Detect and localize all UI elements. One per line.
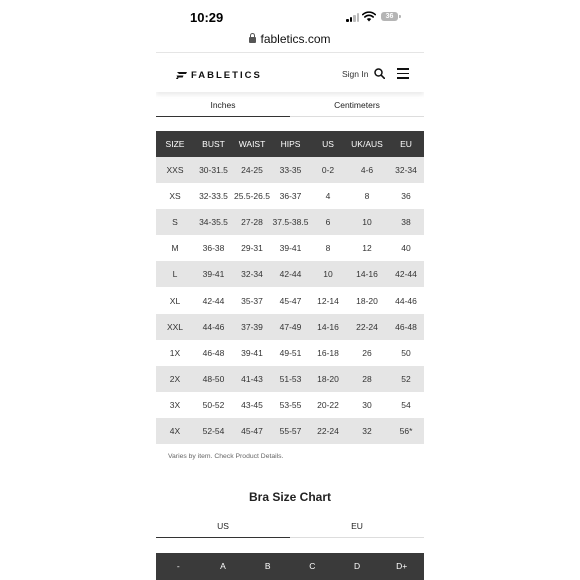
table-cell: 4X	[156, 418, 194, 444]
table-cell: 55-57	[271, 418, 310, 444]
bra-table-header	[156, 553, 424, 580]
table-cell: 4-6	[346, 157, 388, 183]
table-cell: 26	[362, 347, 372, 358]
table-cell: 37.5-38.5	[271, 209, 310, 235]
table-row	[156, 366, 424, 392]
divider	[156, 52, 424, 53]
table-cell: 40	[401, 243, 411, 254]
status-time: 10:29	[190, 10, 224, 25]
fabletics-logo[interactable]	[176, 69, 262, 81]
table-cell: 48-50	[194, 366, 233, 392]
table-cell: XS	[169, 191, 181, 202]
url-text: fabletics.com	[260, 32, 331, 46]
table-cell: 18-20	[356, 295, 378, 306]
status-bar	[156, 0, 424, 34]
wifi-icon	[362, 11, 376, 22]
bra-column-header: B	[264, 561, 271, 571]
table-cell: 32	[346, 418, 388, 444]
table-cell: 50-52	[202, 399, 225, 410]
bra-column-header: -	[176, 561, 180, 571]
column-header: US	[310, 131, 346, 157]
table-cell: 12	[362, 243, 372, 254]
table-cell: 14-16	[346, 261, 388, 287]
column-header: HIPS	[271, 131, 310, 157]
table-header-row	[156, 131, 424, 157]
table-cell: 49-51	[279, 347, 302, 358]
table-cell: 0-2	[310, 157, 346, 183]
table-cell: 8	[364, 191, 370, 202]
table-cell: 50	[401, 347, 411, 358]
bra-region-tabs	[156, 516, 424, 538]
table-cell: 54	[401, 399, 411, 410]
table-row	[156, 235, 424, 261]
table-cell: 35-37	[241, 295, 263, 306]
table-cell: 38	[388, 209, 424, 235]
table-cell: 42-44	[388, 261, 424, 287]
table-cell: S	[156, 209, 194, 235]
table-cell: 12-14	[317, 295, 339, 306]
column-header: WAIST	[233, 131, 271, 157]
sign-in-link[interactable]: Sign In	[342, 69, 369, 79]
table-cell: 2X	[156, 366, 194, 392]
tab-centimeters[interactable]: Centimeters	[290, 95, 424, 117]
table-cell: 10	[310, 261, 346, 287]
bra-column-header: D+	[396, 561, 408, 571]
table-cell: 24-25	[233, 157, 271, 183]
table-row	[156, 287, 424, 313]
table-row	[156, 392, 424, 418]
table-cell: 53-55	[279, 399, 302, 410]
table-cell: 47-49	[271, 314, 310, 340]
table-cell: 20-22	[317, 399, 339, 410]
table-cell: 34-35.5	[194, 209, 233, 235]
table-row	[156, 314, 424, 340]
column-header: UK/AUS	[346, 131, 388, 157]
tab-inches[interactable]: Inches	[156, 95, 290, 117]
table-cell: 37-39	[233, 314, 271, 340]
table-cell: 22-24	[310, 418, 346, 444]
lock-icon	[249, 37, 256, 43]
hamburger-menu-icon[interactable]	[397, 68, 409, 82]
address-bar[interactable]	[156, 32, 424, 50]
footnote: Varies by item. Check Product Details.	[168, 453, 284, 460]
table-row	[156, 157, 424, 183]
table-cell: 18-20	[310, 366, 346, 392]
tab-eu[interactable]: EU	[290, 516, 424, 538]
battery-icon: 36	[381, 12, 398, 21]
table-cell: 8	[325, 243, 331, 254]
table-cell: 45-47	[233, 418, 271, 444]
table-cell: 39-41	[241, 347, 263, 358]
table-cell: 52	[388, 366, 424, 392]
bra-column-header: D	[353, 561, 361, 571]
table-cell: 39-41	[194, 261, 233, 287]
column-header: BUST	[194, 131, 233, 157]
bra-chart-title: Bra Size Chart	[248, 490, 332, 504]
table-cell: 30	[362, 399, 372, 410]
table-cell: 36-38	[202, 243, 225, 254]
table-cell: 22-24	[346, 314, 388, 340]
table-cell: 32-34	[388, 157, 424, 183]
table-cell: 43-45	[241, 399, 263, 410]
search-icon[interactable]	[374, 68, 385, 79]
tab-us[interactable]: US	[156, 516, 290, 538]
table-row	[156, 209, 424, 235]
unit-tabs	[156, 95, 424, 117]
table-cell: 6	[310, 209, 346, 235]
column-header: EU	[388, 131, 424, 157]
table-cell: 41-43	[233, 366, 271, 392]
table-row	[156, 418, 424, 444]
table-cell: 46-48	[202, 347, 225, 358]
table-cell: XXL	[156, 314, 194, 340]
table-cell: 52-54	[194, 418, 233, 444]
table-cell: 36	[401, 191, 411, 202]
table-cell: 45-47	[279, 295, 302, 306]
table-cell: 42-44	[271, 261, 310, 287]
bra-column-header: A	[220, 561, 226, 571]
table-row	[156, 261, 424, 287]
table-cell: 14-16	[310, 314, 346, 340]
table-cell: 25.5-26.5	[234, 191, 270, 202]
table-cell: 44-46	[395, 295, 417, 306]
table-cell: M	[171, 243, 179, 254]
table-cell: 36-37	[279, 191, 302, 202]
table-cell: XXS	[156, 157, 194, 183]
table-row	[156, 340, 424, 366]
cellular-signal-icon	[346, 13, 360, 22]
table-cell: 3X	[169, 399, 181, 410]
table-cell: 33-35	[271, 157, 310, 183]
table-cell: 1X	[169, 347, 181, 358]
bra-column-header: C	[309, 561, 316, 571]
logo-text: FABLETICS	[191, 69, 262, 81]
table-cell: 29-31	[241, 243, 263, 254]
table-cell: 32-33.5	[199, 191, 228, 202]
column-header: SIZE	[156, 131, 194, 157]
table-cell: 28	[346, 366, 388, 392]
table-cell: 42-44	[202, 295, 225, 306]
table-cell: 16-18	[317, 347, 339, 358]
phone-screen	[156, 0, 424, 580]
table-cell: 51-53	[271, 366, 310, 392]
logo-mark-icon	[176, 71, 188, 80]
table-cell: 27-28	[233, 209, 271, 235]
table-cell: 56*	[388, 418, 424, 444]
table-cell: 10	[346, 209, 388, 235]
size-table	[156, 131, 424, 444]
table-cell: 44-46	[194, 314, 233, 340]
table-row	[156, 183, 424, 209]
site-header	[156, 58, 424, 92]
table-cell: 46-48	[388, 314, 424, 340]
table-cell: XL	[169, 295, 181, 306]
table-cell: 30-31.5	[194, 157, 233, 183]
table-cell: 39-41	[279, 243, 302, 254]
table-cell: 32-34	[233, 261, 271, 287]
table-cell: L	[156, 261, 194, 287]
table-cell: 4	[325, 191, 331, 202]
